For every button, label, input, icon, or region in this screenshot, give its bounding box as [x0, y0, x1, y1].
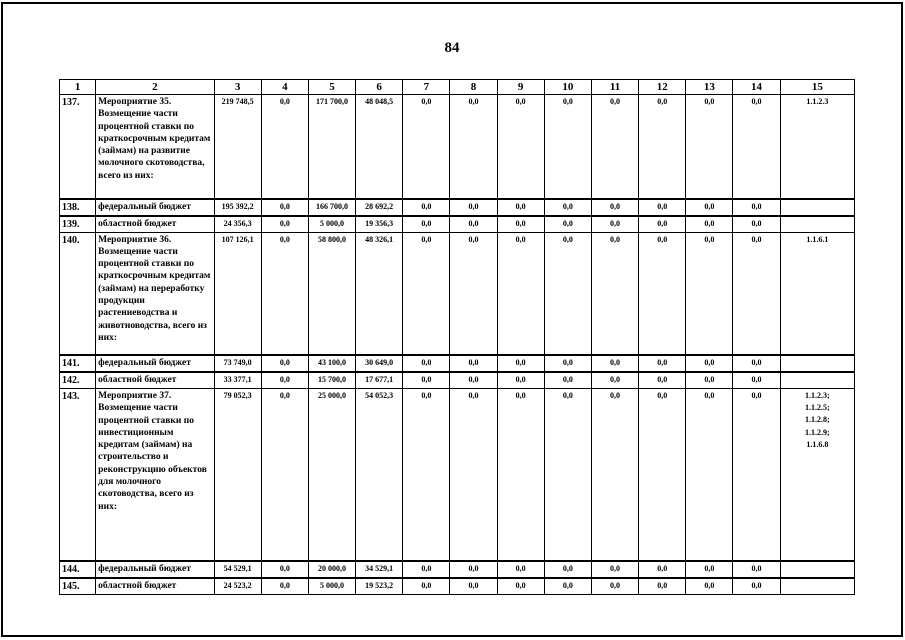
row-name: областной бюджет: [96, 372, 214, 389]
value-cell: 0,0: [497, 372, 544, 389]
value-cell: 79 052,3: [214, 389, 261, 561]
column-header: 9: [497, 80, 544, 95]
value-cell: 0,0: [544, 95, 591, 199]
value-cell: 0,0: [450, 216, 497, 233]
table-row: [60, 95, 855, 199]
value-cell: 33 377,1: [214, 372, 261, 389]
value-cell: 0,0: [733, 232, 780, 355]
row-name: федеральный бюджет: [96, 355, 214, 372]
row-name: Мероприятие 35. Возмещение части процентной ставки по краткосрочным кредитам (займам) на развитие молочного скотоводства, всего из них:: [96, 95, 214, 199]
reference-cell: [780, 232, 854, 355]
value-cell: 0,0: [686, 578, 733, 595]
value-cell: 0,0: [639, 216, 686, 233]
value-cell: 0,0: [261, 355, 308, 372]
value-cell: 0,0: [591, 216, 638, 233]
column-header: 2: [96, 80, 214, 95]
value-cell: 0,0: [686, 355, 733, 372]
value-cell: 195 392,2: [214, 199, 261, 216]
value-cell: 0,0: [733, 372, 780, 389]
value-cell: 0,0: [686, 95, 733, 199]
page-number: 84: [444, 40, 460, 56]
value-cell: 28 692,2: [356, 199, 403, 216]
value-cell: 24 523,2: [214, 578, 261, 595]
column-header: 12: [639, 80, 686, 95]
reference-cell: [780, 372, 854, 389]
reference-code: 1.1.6.8: [806, 439, 829, 449]
value-cell: 171 700,0: [308, 95, 355, 199]
value-cell: 0,0: [403, 199, 450, 216]
value-cell: 0,0: [497, 389, 544, 561]
column-header: 15: [780, 80, 854, 95]
value-cell: 0,0: [544, 372, 591, 389]
value-cell: 0,0: [639, 578, 686, 595]
value-cell: 0,0: [733, 561, 780, 578]
value-cell: 0,0: [639, 232, 686, 355]
value-cell: 20 000,0: [308, 561, 355, 578]
row-number: 140.: [60, 232, 96, 355]
column-header: 11: [591, 80, 638, 95]
value-cell: 0,0: [591, 232, 638, 355]
value-cell: 0,0: [591, 355, 638, 372]
value-cell: 0,0: [544, 232, 591, 355]
value-cell: 0,0: [261, 561, 308, 578]
value-cell: 0,0: [686, 561, 733, 578]
table-row: [60, 578, 855, 595]
value-cell: 0,0: [686, 216, 733, 233]
table-row: [60, 199, 855, 216]
value-cell: 0,0: [733, 355, 780, 372]
reference-code: 1.1.2.8;: [804, 415, 830, 425]
column-header: 3: [214, 80, 261, 95]
row-name: Мероприятие 37. Возмещение части процентной ставки по инвестиционным кредитам (займам) на строительство и реконструкцию объектов для молочного скотоводства, всего из них:: [96, 389, 214, 561]
column-header: 6: [356, 80, 403, 95]
value-cell: 34 529,1: [356, 561, 403, 578]
reference-cell: [780, 355, 854, 372]
value-cell: 5 000,0: [308, 216, 355, 233]
value-cell: 0,0: [497, 355, 544, 372]
value-cell: 0,0: [261, 216, 308, 233]
value-cell: 54 529,1: [214, 561, 261, 578]
value-cell: 5 000,0: [308, 578, 355, 595]
value-cell: 0,0: [261, 232, 308, 355]
value-cell: 0,0: [403, 578, 450, 595]
column-header: 13: [686, 80, 733, 95]
row-number: 139.: [60, 216, 96, 233]
column-header: 10: [544, 80, 591, 95]
value-cell: 0,0: [686, 372, 733, 389]
row-number: 145.: [60, 578, 96, 595]
value-cell: 19 356,3: [356, 216, 403, 233]
value-cell: 17 677,1: [356, 372, 403, 389]
value-cell: 0,0: [403, 389, 450, 561]
value-cell: 0,0: [544, 355, 591, 372]
column-header: 1: [60, 80, 96, 95]
value-cell: 0,0: [450, 578, 497, 595]
value-cell: 48 048,5: [356, 95, 403, 199]
value-cell: 0,0: [639, 372, 686, 389]
value-cell: 0,0: [403, 95, 450, 199]
value-cell: 219 748,5: [214, 95, 261, 199]
value-cell: 166 700,0: [308, 199, 355, 216]
value-cell: 0,0: [686, 232, 733, 355]
value-cell: 30 649,0: [356, 355, 403, 372]
value-cell: 0,0: [450, 561, 497, 578]
reference-code: 1.1.2.3: [806, 97, 829, 106]
value-cell: 19 523,2: [356, 578, 403, 595]
value-cell: 0,0: [591, 372, 638, 389]
reference-code: 1.1.2.5;: [804, 403, 830, 413]
value-cell: 0,0: [591, 561, 638, 578]
table-row: [60, 389, 855, 561]
table-row: [60, 232, 855, 355]
value-cell: 73 749,0: [214, 355, 261, 372]
value-cell: 0,0: [639, 95, 686, 199]
reference-cell: [780, 389, 854, 561]
value-cell: 0,0: [497, 232, 544, 355]
value-cell: 0,0: [733, 95, 780, 199]
value-cell: 0,0: [261, 95, 308, 199]
row-number: 138.: [60, 199, 96, 216]
value-cell: 0,0: [497, 561, 544, 578]
value-cell: 0,0: [497, 199, 544, 216]
table-row: [60, 355, 855, 372]
value-cell: 0,0: [403, 372, 450, 389]
value-cell: 0,0: [686, 389, 733, 561]
value-cell: 0,0: [497, 95, 544, 199]
value-cell: 0,0: [261, 389, 308, 561]
value-cell: 0,0: [591, 199, 638, 216]
row-name: Мероприятие 36. Возмещение части процентной ставки по краткосрочным кредитам (займам) на переработку продукции растениеводства и животноводства, всего из них:: [96, 232, 214, 355]
value-cell: 0,0: [591, 578, 638, 595]
value-cell: 24 356,3: [214, 216, 261, 233]
reference-code: 1.1.2.9;: [804, 427, 830, 437]
budget-table: [59, 79, 855, 595]
row-number: 142.: [60, 372, 96, 389]
column-header: 7: [403, 80, 450, 95]
value-cell: 0,0: [544, 389, 591, 561]
value-cell: 0,0: [544, 578, 591, 595]
row-number: 137.: [60, 95, 96, 199]
value-cell: 43 100,0: [308, 355, 355, 372]
row-name: федеральный бюджет: [96, 561, 214, 578]
value-cell: 0,0: [497, 216, 544, 233]
row-number: 143.: [60, 389, 96, 561]
row-name: областной бюджет: [96, 578, 214, 595]
value-cell: 0,0: [733, 199, 780, 216]
reference-code: 1.1.6.1: [806, 234, 829, 244]
value-cell: 15 700,0: [308, 372, 355, 389]
value-cell: 0,0: [403, 355, 450, 372]
value-cell: 0,0: [591, 95, 638, 199]
value-cell: 0,0: [403, 216, 450, 233]
value-cell: 54 052,3: [356, 389, 403, 561]
table-row: [60, 372, 855, 389]
value-cell: 0,0: [639, 199, 686, 216]
reference-cell: [780, 199, 854, 216]
column-header: 14: [733, 80, 780, 95]
value-cell: 0,0: [450, 232, 497, 355]
value-cell: 0,0: [261, 372, 308, 389]
row-number: 141.: [60, 355, 96, 372]
value-cell: 0,0: [450, 372, 497, 389]
value-cell: 0,0: [261, 578, 308, 595]
column-header: 8: [450, 80, 497, 95]
row-number: 144.: [60, 561, 96, 578]
value-cell: 48 326,1: [356, 232, 403, 355]
reference-cell: [780, 95, 854, 199]
reference-cell: [780, 578, 854, 595]
value-cell: 0,0: [544, 216, 591, 233]
value-cell: 0,0: [686, 199, 733, 216]
value-cell: 0,0: [450, 355, 497, 372]
reference-code: 1.1.2.3;: [804, 391, 830, 400]
value-cell: 0,0: [403, 561, 450, 578]
table-header-row: [60, 80, 855, 95]
value-cell: 0,0: [733, 389, 780, 561]
row-name: областной бюджет: [96, 216, 214, 233]
value-cell: 0,0: [639, 355, 686, 372]
value-cell: 107 126,1: [214, 232, 261, 355]
value-cell: 0,0: [639, 389, 686, 561]
value-cell: 0,0: [403, 232, 450, 355]
table-row: [60, 561, 855, 578]
value-cell: 0,0: [450, 389, 497, 561]
value-cell: 0,0: [450, 199, 497, 216]
value-cell: 25 000,0: [308, 389, 355, 561]
value-cell: 58 800,0: [308, 232, 355, 355]
value-cell: 0,0: [450, 95, 497, 199]
value-cell: 0,0: [544, 561, 591, 578]
reference-cell: [780, 561, 854, 578]
value-cell: 0,0: [261, 199, 308, 216]
row-name: федеральный бюджет: [96, 199, 214, 216]
table-row: [60, 216, 855, 233]
value-cell: 0,0: [639, 561, 686, 578]
document-page: [1, 2, 903, 637]
column-header: 5: [308, 80, 355, 95]
value-cell: 0,0: [733, 216, 780, 233]
value-cell: 0,0: [544, 199, 591, 216]
value-cell: 0,0: [591, 389, 638, 561]
value-cell: 0,0: [733, 578, 780, 595]
reference-cell: [780, 216, 854, 233]
value-cell: 0,0: [497, 578, 544, 595]
column-header: 4: [261, 80, 308, 95]
